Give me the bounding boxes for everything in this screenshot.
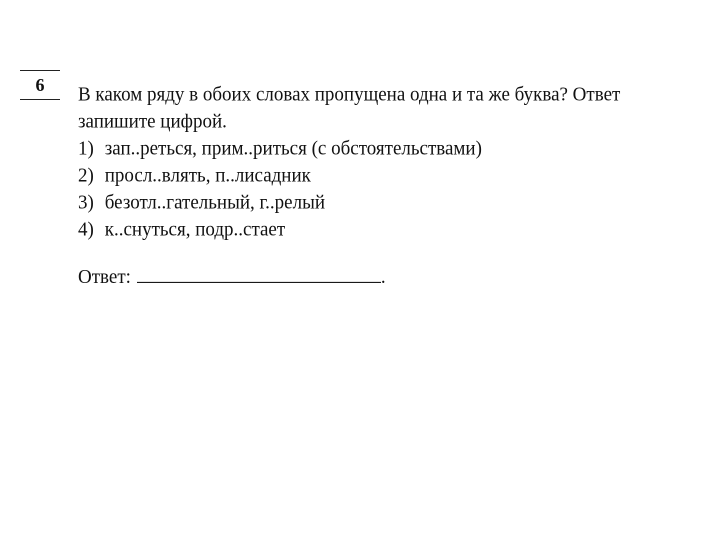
answer-end-mark: . xyxy=(380,265,386,289)
option-4 xyxy=(78,216,688,243)
answer-blank-line[interactable] xyxy=(137,262,381,283)
option-1 xyxy=(78,135,688,162)
answer-label: Ответ: xyxy=(78,265,131,289)
option-number: 3) xyxy=(78,191,94,214)
task-number: 6 xyxy=(35,75,45,95)
task-number-top-rule xyxy=(20,70,60,71)
option-text: просл..влять, п..лисадник xyxy=(104,164,311,187)
task-question: В каком ряду в обоих словах пропущена одна и та же буква? Ответ запишите цифрой. xyxy=(78,83,621,133)
option-text: зап..реться, прим..риться (с обстоятельствами) xyxy=(104,137,482,160)
option-number: 2) xyxy=(78,164,94,187)
answer-row xyxy=(78,262,688,290)
option-2 xyxy=(78,162,688,189)
option-number: 1) xyxy=(78,137,94,160)
option-text: безотл..гательный, г..релый xyxy=(104,191,326,214)
option-number: 4) xyxy=(78,218,94,241)
task-content xyxy=(78,81,688,291)
answer-options-list xyxy=(78,135,688,243)
option-3 xyxy=(78,189,688,216)
task-number-bottom-rule xyxy=(20,99,60,100)
option-text: к..снуться, подр..стает xyxy=(104,218,286,241)
task-number-box xyxy=(20,70,60,100)
